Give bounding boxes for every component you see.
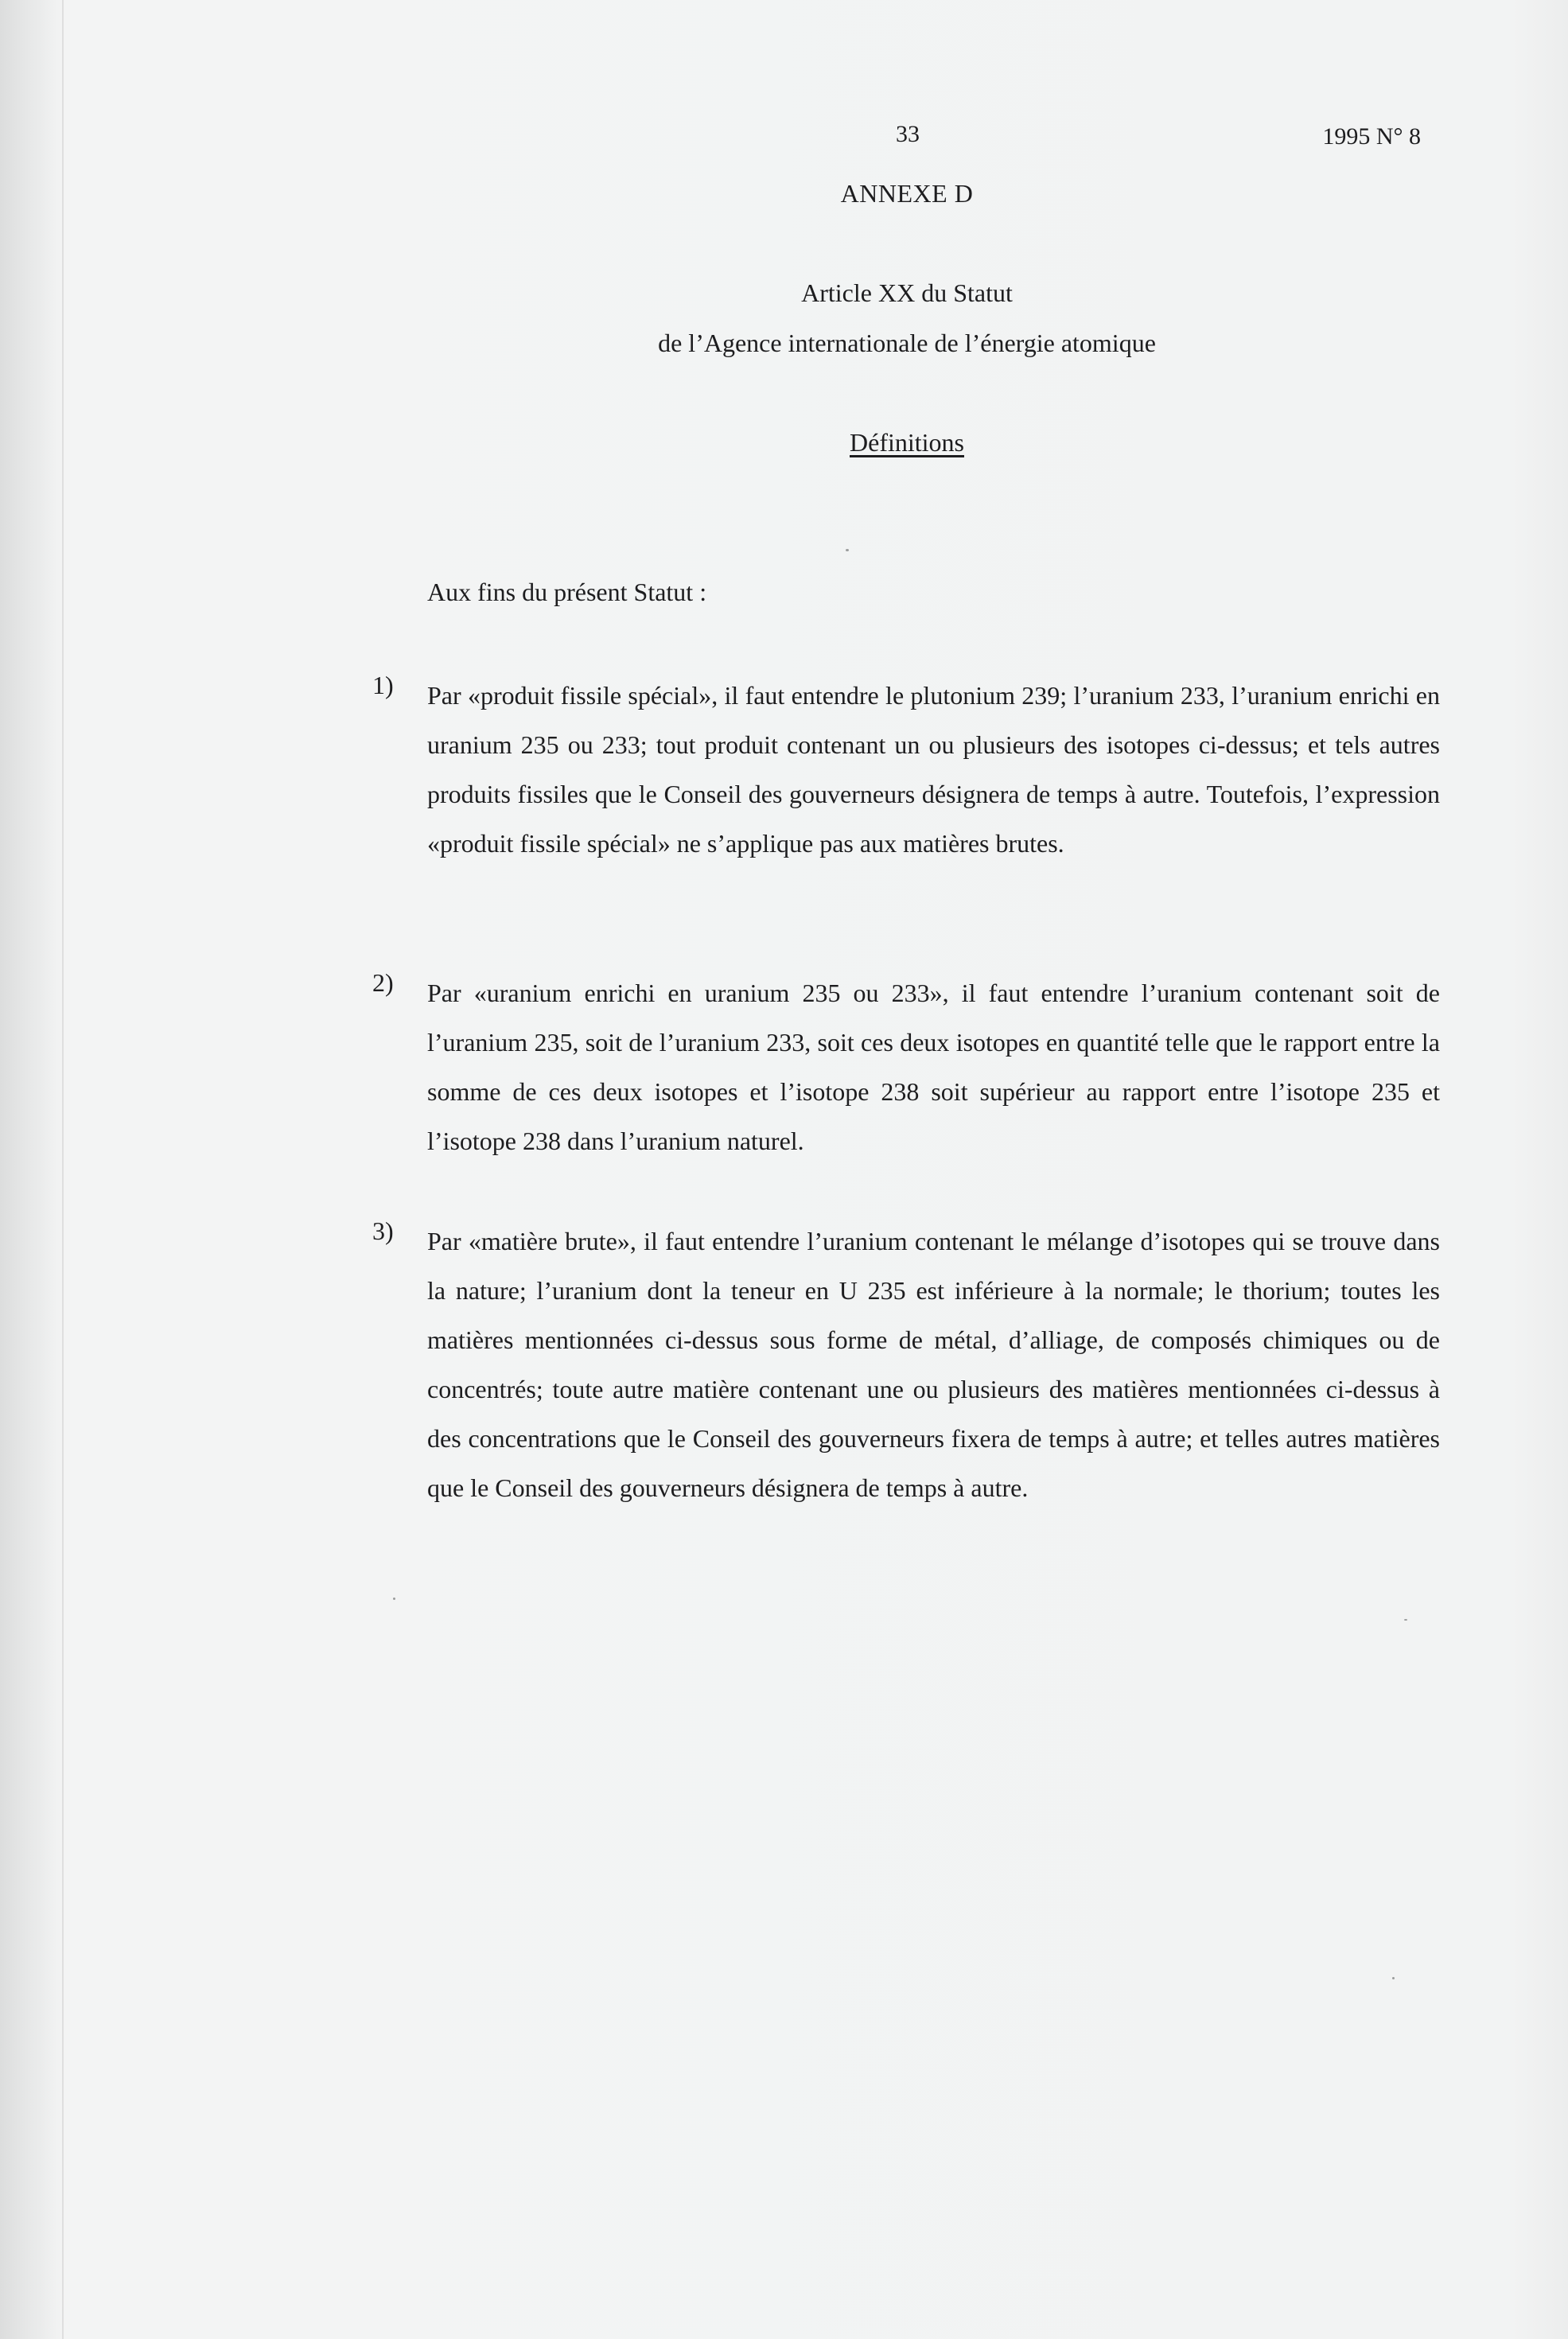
intro-paragraph: Aux fins du présent Statut : bbox=[427, 578, 707, 606]
definition-number: 1) bbox=[372, 671, 394, 699]
paper-speck bbox=[846, 549, 849, 551]
paper-speck bbox=[1404, 1619, 1407, 1621]
definition-number: 2) bbox=[372, 968, 394, 997]
article-subtitle: de l’Agence internationale de l’énergie atomique bbox=[658, 329, 1156, 357]
definition-text: Par «matière brute», il faut entendre l’uranium contenant le mélange d’isotopes qui se trouve dans la nature; l’uranium dont la teneur en U 235 est inférieure à la normale; le thorium; toutes les matières mentionnées ci-dessus sous forme de métal, d’alliage, de composés chimiques ou de concentrés; toute autre matière contenant une ou plusieurs des matières mentionnées ci-dessus à des concentrations que le Conseil des gouverneurs fixera de temps à autre; et telles autres matières que le Conseil des gouverneurs désignera de temps à autre. bbox=[427, 1227, 1440, 1502]
article-title: Article XX du Statut bbox=[801, 278, 1013, 307]
section-heading bbox=[0, 428, 1568, 457]
paper-speck bbox=[1392, 1977, 1395, 1979]
document-reference: 1995 N° 8 bbox=[1322, 123, 1421, 150]
definition-text: Par «produit fissile spécial», il faut entendre le plutonium 239; l’uranium 233, l’uranium enrichi en uranium 235 ou 233; tout produit contenant un ou plusieurs des isotopes ci-dessus; et tels autres produits fissiles que le Conseil des gouverneurs désignera de temps à autre. Toutefois, l’expression «produit fissile spécial» ne s’applique pas aux matières brutes. bbox=[427, 681, 1440, 858]
paper-speck bbox=[393, 1598, 395, 1600]
annex-title: ANNEXE D bbox=[840, 179, 974, 208]
page-number: 33 bbox=[896, 121, 920, 147]
definition-text: Par «uranium enrichi en uranium 235 ou 233», il faut entendre l’uranium contenant soit de l’uranium 235, soit de l’uranium 233, soit ces deux isotopes en quantité telle que le rapport entre la somme de ces deux isotopes et l’isotope 238 soit supérieur au rapport entre l’isotope 235 et l’isotope 238 dans l’uranium naturel. bbox=[427, 979, 1440, 1155]
definition-number: 3) bbox=[372, 1216, 394, 1245]
section-heading-text: Définitions bbox=[850, 428, 964, 457]
